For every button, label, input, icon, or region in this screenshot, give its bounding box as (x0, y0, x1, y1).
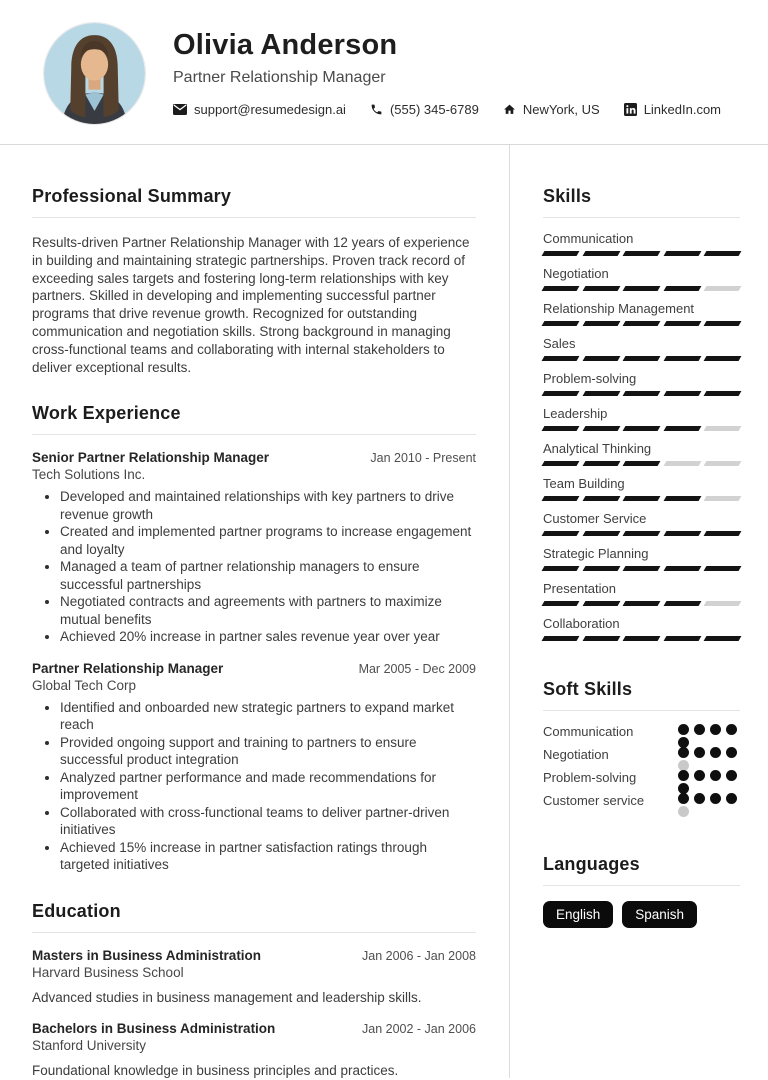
skill-bar-segment (663, 531, 700, 536)
degree-school: Stanford University (32, 1038, 147, 1054)
skill-level-bar (543, 321, 740, 326)
job-title: Senior Partner Relationship Manager (32, 450, 270, 466)
education-section-title: Education (32, 900, 121, 921)
job-dates: Jan 2010 - Present (370, 451, 476, 466)
soft-skills-list (543, 724, 740, 816)
contact-phone-text: (555) 345-6789 (389, 102, 479, 117)
degree-title: Masters in Business Administration (32, 947, 262, 963)
skill-bar-segment (663, 356, 700, 361)
skill-bar-segment (582, 426, 619, 431)
skill-bar-segment (623, 461, 660, 466)
job-bullet: • Analyzed partner performance and made recommendations for improvement (60, 769, 476, 804)
soft-skill-name: Negotiation (543, 747, 609, 762)
skill-bar-segment (704, 601, 741, 606)
skill-dot (694, 747, 705, 758)
skill-bar-segment (623, 601, 660, 606)
skill-bar-segment (623, 391, 660, 396)
skill-level-bar (543, 566, 740, 571)
skill-name: Collaboration (543, 616, 620, 631)
skill-bar-segment (582, 321, 619, 326)
skill-name: Relationship Management (543, 301, 695, 316)
job-bullet: • Provided ongoing support and training to partners to ensure successful product integration (60, 734, 476, 769)
skill-bar-segment (704, 636, 741, 641)
job-bullet: • Collaborated with cross-functional teams to deliver partner-driven initiatives (60, 804, 476, 839)
skill-item (543, 441, 740, 466)
skill-level-bar (543, 636, 740, 641)
skill-level-bar (543, 286, 740, 291)
skill-name: Negotiation (543, 266, 609, 281)
contact-location-text: NewYork, US (522, 102, 600, 117)
language-badge: English (543, 901, 613, 928)
job-title: Partner Relationship Manager (32, 660, 224, 676)
skill-bar-segment (582, 286, 619, 291)
skill-bar-segment (663, 251, 700, 256)
skill-item (543, 546, 740, 571)
degree-list (32, 948, 476, 1080)
skill-bar-segment (663, 461, 700, 466)
skill-level-bar (543, 496, 740, 501)
soft-skill-item (543, 747, 740, 770)
skill-item (543, 266, 740, 291)
skill-dot (726, 724, 737, 735)
job-bullet: • Achieved 20% increase in partner sales revenue year over year (60, 628, 476, 646)
skill-bar-segment (542, 426, 579, 431)
skill-bar-segment (704, 461, 741, 466)
skill-bar-segment (582, 251, 619, 256)
degree-school: Harvard Business School (32, 964, 184, 980)
job-bullet: • Achieved 15% increase in partner satisfaction ratings through targeted initiatives (60, 839, 476, 874)
languages-section-title: Languages (543, 854, 640, 874)
skill-bar-segment (704, 531, 741, 536)
section-divider (543, 885, 740, 886)
avatar-portrait-illustration (44, 23, 145, 124)
section-divider (32, 217, 476, 218)
skill-bar-segment (542, 496, 579, 501)
skill-bar-segment (542, 321, 579, 326)
job-entry (32, 661, 476, 874)
skill-bar-segment (704, 496, 741, 501)
soft-skill-level-dots (678, 747, 740, 771)
soft-skill-level-dots (678, 793, 740, 817)
skill-bar-segment (623, 426, 660, 431)
skill-dot (694, 770, 705, 781)
contact-linkedin (624, 102, 721, 117)
skill-bar-segment (582, 356, 619, 361)
skill-name: Communication (543, 231, 634, 246)
job-bullet-list (32, 488, 476, 646)
skill-bar-segment (663, 286, 700, 291)
skill-item (543, 301, 740, 326)
job-bullet: • Identified and onboarded new strategic partners to expand market reach (60, 699, 476, 734)
skill-bar-segment (582, 391, 619, 396)
language-badge-list (543, 901, 740, 928)
skill-level-bar (543, 426, 740, 431)
skill-item (543, 231, 740, 256)
skill-bar-segment (663, 391, 700, 396)
skill-bar-segment (663, 566, 700, 571)
skill-bar-segment (582, 601, 619, 606)
section-professional-summary (32, 186, 476, 376)
skill-dot (726, 770, 737, 781)
skill-bar-segment (542, 601, 579, 606)
skill-bar-segment (623, 531, 660, 536)
skill-bar-segment (542, 251, 579, 256)
skill-bar-segment (582, 636, 619, 641)
degree-entry (32, 1021, 476, 1080)
skill-dot (726, 793, 737, 804)
main-column (0, 145, 510, 1078)
degree-dates: Jan 2002 - Jan 2006 (362, 1022, 476, 1037)
degree-dates: Jan 2006 - Jan 2008 (362, 948, 476, 963)
skill-level-bar (543, 391, 740, 396)
skill-item (543, 581, 740, 606)
skill-bar-segment (704, 566, 741, 571)
skill-bar-segment (623, 356, 660, 361)
soft-skill-item (543, 770, 740, 793)
skill-bar-segment (704, 426, 741, 431)
skill-dot (678, 793, 689, 804)
home-icon (503, 103, 516, 116)
job-bullet: • Developed and maintained relationships with key partners to drive revenue growth (60, 488, 476, 523)
skill-level-bar (543, 461, 740, 466)
skill-dot (710, 747, 721, 758)
soft-skill-item (543, 724, 740, 747)
contact-email (173, 102, 346, 117)
linkedin-icon (624, 103, 637, 116)
job-bullet-list (32, 699, 476, 874)
skill-bar-segment (542, 531, 579, 536)
contact-location (503, 102, 600, 117)
degree-description: Foundational knowledge in business principles and practices. (32, 1063, 399, 1079)
skill-bar-segment (704, 391, 741, 396)
degree-title: Bachelors in Business Administration (32, 1021, 276, 1037)
skill-bar-segment (663, 601, 700, 606)
skill-dot (710, 724, 721, 735)
skill-bar-segment (663, 496, 700, 501)
section-education (32, 901, 476, 1080)
degree-description: Advanced studies in business management and leadership skills. (32, 989, 422, 1005)
job-company: Global Tech Corp (32, 677, 137, 693)
skills-list (543, 231, 740, 641)
skill-bar-segment (704, 321, 741, 326)
section-divider (32, 434, 476, 435)
skill-level-bar (543, 601, 740, 606)
section-soft-skills (543, 679, 740, 816)
skill-dot (678, 770, 689, 781)
skill-dot (678, 747, 689, 758)
contact-email-text: support@resumedesign.ai (194, 102, 346, 117)
skill-bar-segment (542, 356, 579, 361)
section-divider (32, 932, 476, 933)
skill-name: Customer Service (543, 511, 647, 526)
skill-level-bar (543, 531, 740, 536)
skill-bar-segment (623, 566, 660, 571)
skill-dot (678, 724, 689, 735)
skill-bar-segment (623, 636, 660, 641)
phone-icon (370, 103, 383, 116)
skill-bar-segment (623, 496, 660, 501)
contact-row (173, 102, 744, 117)
soft-skill-name: Customer service (543, 793, 645, 808)
resume-header (0, 0, 768, 145)
skill-bar-segment (704, 286, 741, 291)
skill-bar-segment (623, 321, 660, 326)
experience-section-title: Work Experience (32, 403, 181, 424)
section-divider (543, 710, 740, 711)
skill-item (543, 406, 740, 431)
skill-dot (694, 793, 705, 804)
skill-bar-segment (663, 636, 700, 641)
job-bullet: • Managed a team of partner relationship managers to ensure successful partnerships (60, 558, 476, 593)
skill-item (543, 511, 740, 536)
skill-item (543, 336, 740, 361)
person-name: Olivia Anderson (173, 29, 398, 61)
soft-skill-item (543, 793, 740, 816)
skill-dot (710, 770, 721, 781)
degree-entry (32, 948, 476, 1007)
summary-text: Results-driven Partner Relationship Manager with 12 years of experience in building and maintaining strategic partnerships. Proven track record of exceeding sales targets and fostering long-term relationships with key partners. Skilled in developing and implementing successful partner programs that drive revenue growth. Recognized for outstanding communication and negotiation skills. Strong background in managing cross-functional teams and collaborating with internal stakeholders to deliver exceptional results. (32, 235, 470, 375)
soft-skill-level-dots (678, 770, 740, 794)
language-badge: Spanish (622, 901, 697, 928)
job-dates: Mar 2005 - Dec 2009 (358, 661, 476, 676)
sidebar-column (510, 145, 768, 1078)
skill-bar-segment (704, 251, 741, 256)
skill-name: Analytical Thinking (543, 441, 652, 456)
skill-name: Problem-solving (543, 371, 637, 386)
skill-bar-segment (542, 286, 579, 291)
soft-skill-name: Problem-solving (543, 770, 637, 785)
skill-bar-segment (663, 321, 700, 326)
skill-item (543, 371, 740, 396)
skill-bar-segment (582, 531, 619, 536)
section-work-experience (32, 403, 476, 874)
skill-name: Sales (543, 336, 576, 351)
contact-linkedin-text: LinkedIn.com (643, 102, 722, 117)
job-list (32, 450, 476, 874)
skill-item (543, 476, 740, 501)
job-bullet: • Created and implemented partner programs to increase engagement and loyalty (60, 523, 476, 558)
skill-bar-segment (542, 391, 579, 396)
skill-bar-segment (582, 496, 619, 501)
skill-name: Presentation (543, 581, 616, 596)
section-skills (543, 186, 740, 641)
section-divider (543, 217, 740, 218)
skill-bar-segment (582, 566, 619, 571)
skill-item (543, 616, 740, 641)
skill-level-bar (543, 356, 740, 361)
skill-bar-segment (542, 566, 579, 571)
summary-section-title: Professional Summary (32, 186, 232, 206)
skill-dot (694, 724, 705, 735)
skill-level-bar (543, 251, 740, 256)
soft-skill-level-dots (678, 724, 740, 748)
job-entry (32, 450, 476, 646)
skill-bar-segment (542, 461, 579, 466)
skill-bar-segment (542, 636, 579, 641)
skill-dot (710, 793, 721, 804)
job-bullet: • Negotiated contracts and agreements with partners to maximize mutual benefits (60, 593, 476, 628)
skill-name: Team Building (543, 476, 625, 491)
skill-dot (726, 747, 737, 758)
contact-phone (370, 102, 479, 117)
skill-bar-segment (582, 461, 619, 466)
person-job-title: Partner Relationship Manager (173, 69, 386, 86)
avatar (44, 23, 145, 124)
skill-bar-segment (663, 426, 700, 431)
skills-section-title: Skills (543, 186, 592, 206)
soft-skill-name: Communication (543, 724, 634, 739)
skill-bar-segment (623, 251, 660, 256)
section-languages (543, 854, 740, 928)
email-icon (173, 104, 187, 115)
skill-bar-segment (623, 286, 660, 291)
soft-skills-section-title: Soft Skills (543, 679, 633, 699)
job-company: Tech Solutions Inc. (32, 467, 146, 483)
skill-name: Strategic Planning (543, 546, 649, 561)
skill-name: Leadership (543, 406, 608, 421)
skill-bar-segment (704, 356, 741, 361)
skill-dot (678, 806, 689, 817)
